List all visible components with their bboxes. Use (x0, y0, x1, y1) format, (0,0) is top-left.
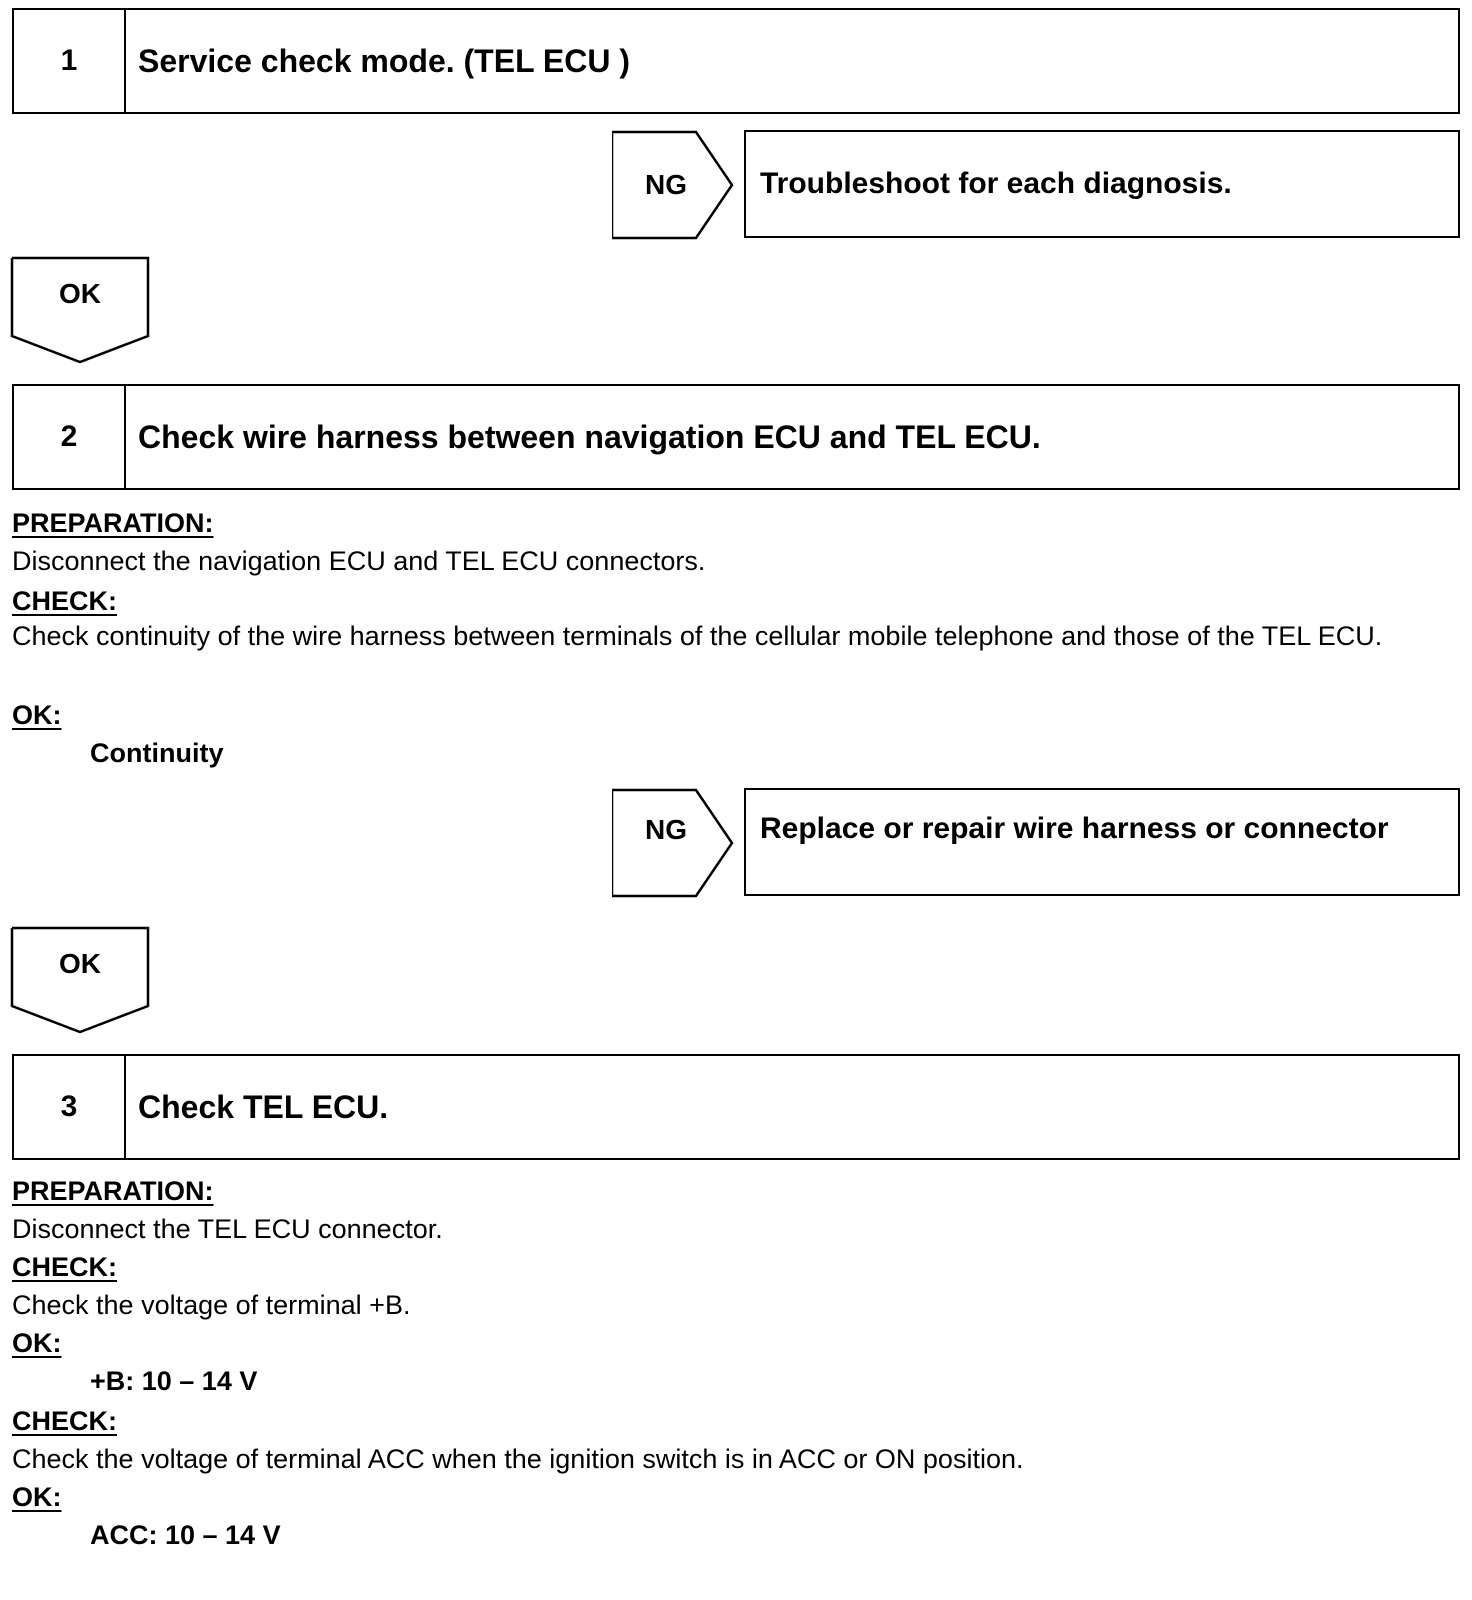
ng-action-box (744, 788, 1460, 896)
preparation-text: Disconnect the navigation ECU and TEL ECU connectors. (12, 546, 706, 576)
ng-action-text: Replace or repair wire harness or connector (760, 812, 1389, 845)
check-text: Check the voltage of terminal ACC when the ignition switch is in ACC or ON position. (12, 1444, 1024, 1474)
ng-label: NG (645, 814, 687, 845)
ok-heading: OK: (12, 1328, 62, 1358)
check-heading: CHECK: (12, 1406, 117, 1436)
preparation-text: Disconnect the TEL ECU connector. (12, 1214, 443, 1244)
preparation-heading: PREPARATION: (12, 508, 214, 538)
check-text: Check the voltage of terminal +B. (12, 1290, 411, 1320)
step-title: Service check mode. (TEL ECU ) (138, 42, 631, 79)
step-3-box (12, 1054, 1460, 1160)
ok-value: ACC: 10 – 14 V (90, 1520, 281, 1550)
ok-heading: OK: (12, 1482, 62, 1512)
ok-value: +B: 10 – 14 V (90, 1366, 258, 1396)
check-text: Check continuity of the wire harness between terminals of the cellular mobile telephone and those of the TEL ECU. (12, 621, 1383, 651)
step-2-box (12, 384, 1460, 490)
step-number: 3 (14, 1056, 126, 1158)
step-number: 2 (14, 386, 126, 488)
ng-action-box (744, 130, 1460, 238)
check-heading: CHECK: (12, 1252, 117, 1282)
ng-label: NG (645, 169, 687, 200)
check-heading: CHECK: (12, 586, 117, 616)
ok-label: OK (59, 948, 101, 979)
ng-action-text: Troubleshoot for each diagnosis. (760, 167, 1232, 200)
ok-value: Continuity (90, 738, 224, 768)
step-title: Check wire harness between navigation ECU and TEL ECU. (138, 418, 1041, 455)
ok-heading: OK: (12, 700, 62, 730)
ok-label: OK (59, 278, 101, 309)
preparation-heading: PREPARATION: (12, 1176, 214, 1206)
step-number: 1 (14, 10, 126, 112)
step-title: Check TEL ECU. (138, 1088, 389, 1125)
step-1-box (12, 8, 1460, 114)
